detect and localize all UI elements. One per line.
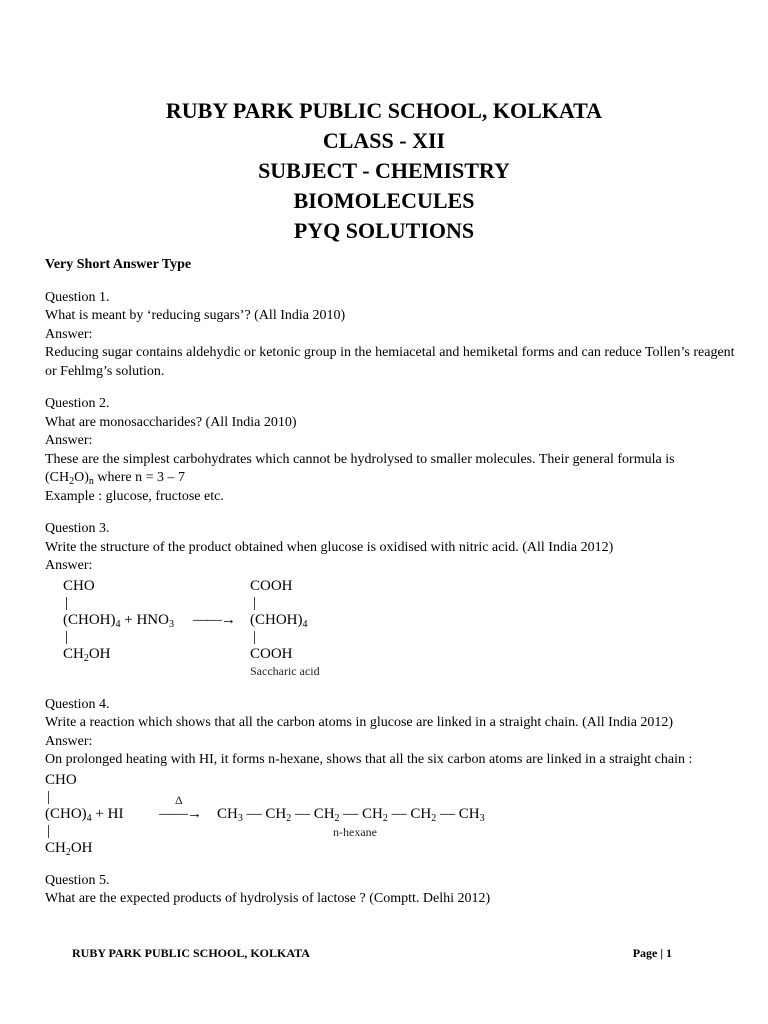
reactant-cho: CHO — [45, 771, 77, 788]
subscript: 4 — [115, 618, 121, 630]
subscript: 2 — [431, 812, 437, 824]
heat-symbol: Δ — [175, 792, 183, 807]
formula-part: — CH — [436, 805, 480, 822]
formula-part: OH — [70, 839, 93, 856]
reaction-arrow: ——→ — [193, 611, 235, 628]
formula-subscript: 2 — [69, 476, 75, 487]
subscript: 2 — [334, 812, 340, 824]
class-title: CLASS - XII — [322, 128, 446, 153]
formula-part: CH — [45, 839, 66, 856]
reactant-ch2oh — [45, 840, 93, 857]
page-number: Page | 1 — [632, 946, 672, 960]
question-label: Question 3. — [45, 521, 110, 536]
question-text: What is meant by ‘reducing sugars’? (All India 2010) — [45, 308, 346, 323]
document-body — [45, 256, 735, 923]
answer-label: Answer: — [45, 433, 93, 448]
document-header — [0, 96, 768, 246]
subscript: 2 — [286, 812, 292, 824]
school-name: RUBY PARK PUBLIC SCHOOL, KOLKATA — [165, 98, 603, 123]
chapter-title: BIOMOLECULES — [293, 188, 475, 213]
general-formula — [45, 469, 735, 488]
formula-part: (CH — [45, 470, 70, 485]
reactant-ch2oh — [63, 646, 111, 663]
formula-part: (CHOH) — [250, 611, 303, 628]
question-block-3 — [45, 520, 735, 682]
bond-line: | — [47, 788, 51, 805]
product-cooh-top: COOH — [250, 577, 293, 594]
formula-part: CH — [217, 805, 238, 822]
example-text: Example : glucose, fructose etc. — [45, 488, 224, 504]
bond-line: | — [65, 628, 69, 645]
subscript: 3 — [168, 618, 174, 630]
answer-label: Answer: — [45, 326, 93, 342]
formula-part: — CH — [339, 805, 383, 822]
question-text: What are the expected products of hydrolysis of lactose ? (Comptt. Delhi 2012) — [45, 891, 491, 906]
subscript: 2 — [382, 812, 388, 824]
question-block-2 — [45, 395, 735, 506]
reaction-arrow: ——→ — [159, 805, 201, 822]
formula-part: — CH — [291, 805, 335, 822]
formula-subscript: n — [88, 476, 94, 487]
product-cooh-bottom: COOH — [250, 645, 293, 662]
subscript: 3 — [237, 812, 243, 824]
bond-line: | — [253, 594, 257, 611]
question-label: Question 1. — [45, 289, 110, 305]
answer-label: Answer: — [45, 733, 93, 749]
formula-part: CH — [63, 645, 84, 662]
reactant-chain — [63, 612, 174, 629]
formula-part: — CH — [242, 805, 287, 822]
bond-line: | — [253, 628, 257, 645]
product-name: Saccharic acid — [250, 663, 320, 678]
answer-text: Reducing sugar contains aldehydic or ketonic group in the hemiacetal and hemiketal forms and can reduce Tollen’s reagent or Fehlmg’s solution. — [45, 345, 735, 379]
question-label: Question 2. — [45, 396, 110, 411]
bond-line: | — [47, 822, 51, 839]
reagent-text: + HNO — [120, 611, 169, 628]
formula-part: — CH — [387, 805, 432, 822]
question-label: Question 4. — [45, 696, 110, 712]
question-label: Question 5. — [45, 872, 110, 888]
subscript: 2 — [65, 846, 71, 858]
bond-line: | — [65, 594, 69, 611]
formula-part: O) — [74, 470, 89, 485]
subscript: 2 — [83, 652, 89, 664]
oxidation-reaction — [45, 578, 735, 682]
reactant-chain-text: (CHOH) — [63, 611, 116, 628]
question-block-5 — [45, 872, 735, 909]
n-hexane-chain — [217, 806, 485, 823]
formula-part: OH — [88, 645, 111, 662]
reactant-cho: CHO — [63, 577, 95, 594]
question-text: Write the structure of the product obtained when glucose is oxidised with nitric acid. (All India 2012) — [45, 539, 614, 555]
section-heading: Very Short Answer Type — [45, 257, 192, 272]
subject-title: SUBJECT - CHEMISTRY — [258, 158, 510, 183]
subscript: 3 — [479, 812, 485, 824]
reagent-text: + HI — [91, 805, 124, 822]
question-block-4 — [45, 696, 735, 858]
formula-part: where n = 3 – 7 — [93, 470, 186, 485]
product-chain — [250, 612, 308, 629]
question-block-1 — [45, 289, 735, 382]
reactant-chain — [45, 806, 123, 823]
subscript: 4 — [86, 812, 92, 824]
product-name: n-hexane — [333, 824, 377, 839]
footer-school-name: RUBY PARK PUBLIC SCHOOL, KOLKATA — [72, 946, 310, 960]
formula-part: (CHO) — [45, 805, 87, 822]
answer-label: Answer: — [45, 558, 93, 573]
question-text: What are monosaccharides? (All India 2010) — [45, 414, 297, 430]
hi-reduction-reaction — [45, 772, 735, 858]
answer-text: On prolonged heating with HI, it forms n-hexane, shows that all the six carbon atoms are linked in a straight chain : — [45, 752, 693, 767]
answer-text: These are the simplest carbohydrates which cannot be hydrolysed to smaller molecules. Their general formula is — [45, 451, 675, 467]
question-text: Write a reaction which shows that all the carbon atoms in glucose are linked in a straight chain. (All India 2012) — [45, 715, 674, 730]
document-title: PYQ SOLUTIONS — [293, 218, 475, 243]
subscript: 4 — [302, 618, 308, 630]
